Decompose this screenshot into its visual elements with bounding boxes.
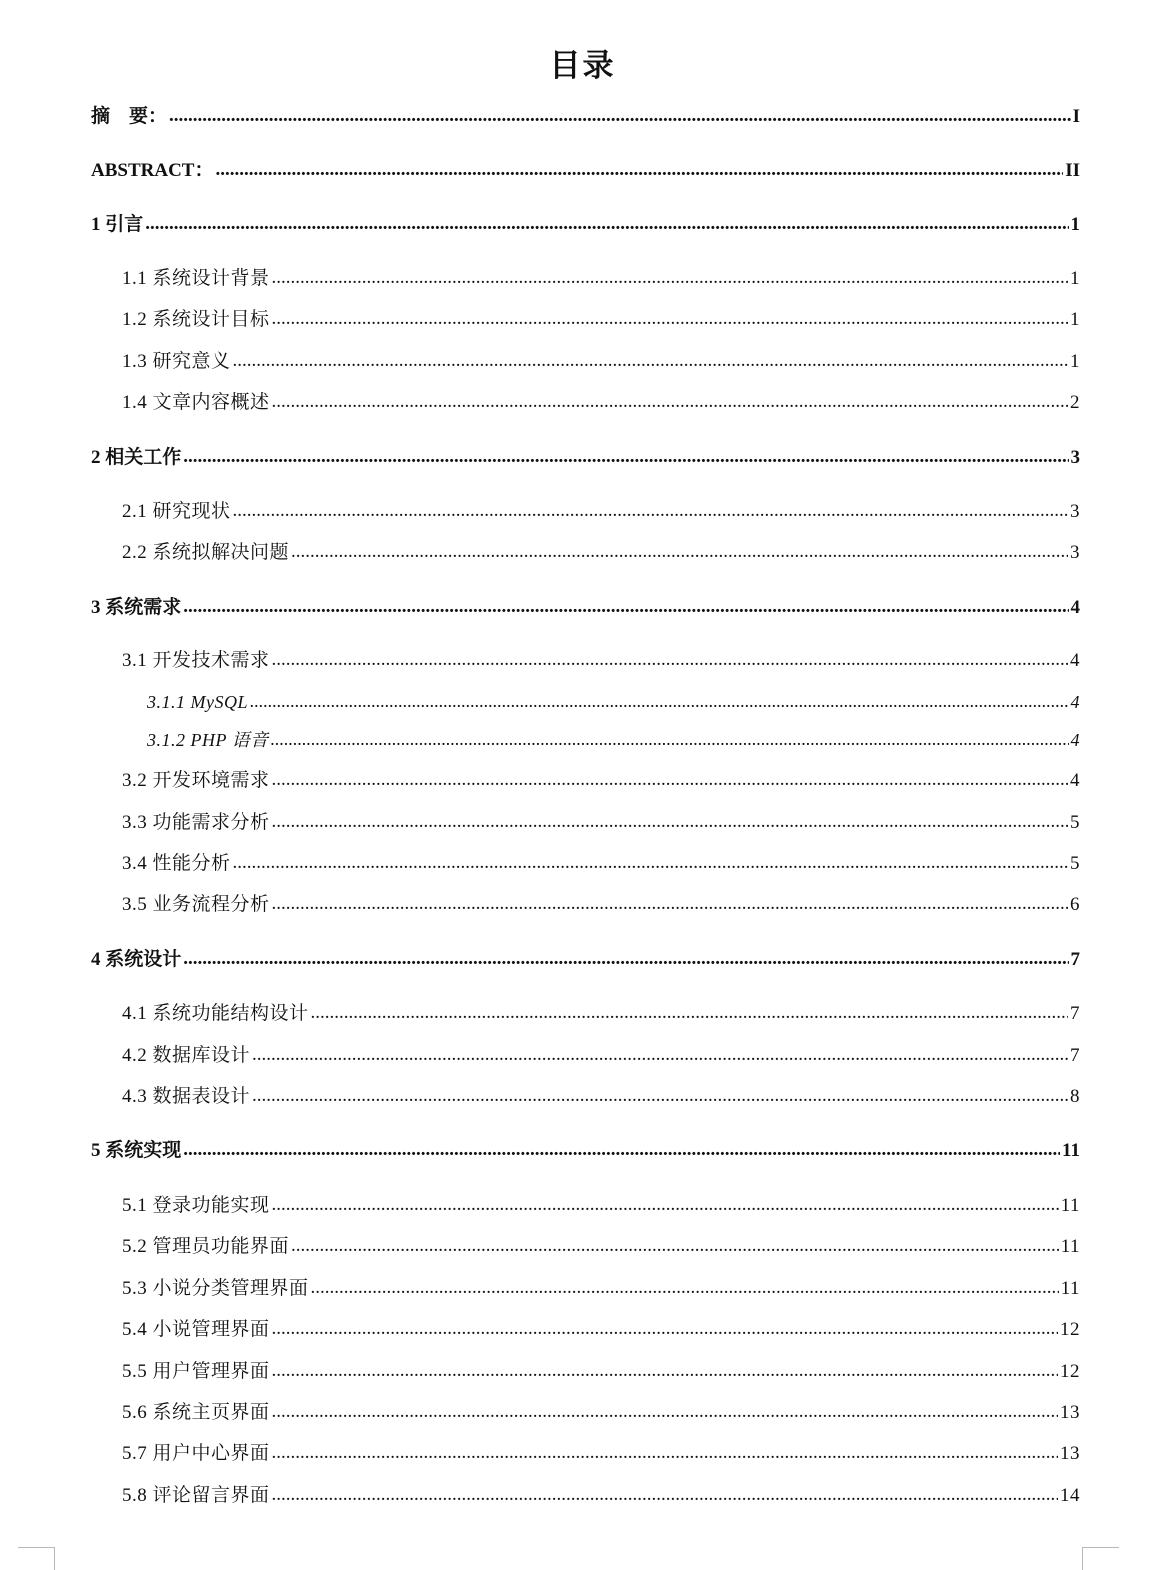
toc-entry-chapter-5[interactable] (91, 1137, 1080, 1165)
toc-entry-page: 7 (1070, 949, 1080, 970)
toc-leader-dots (183, 945, 1068, 973)
toc-leader-dots (272, 1481, 1058, 1509)
toc-entry-page: 14 (1060, 1485, 1080, 1506)
toc-entry-4-3[interactable] (122, 1083, 1080, 1111)
toc-entry-label: 5 系统实现 (91, 1140, 182, 1161)
toc-entry-4-1[interactable] (122, 1000, 1080, 1028)
toc-entry-page: 4 (1070, 650, 1080, 671)
toc-entry-1-3[interactable] (122, 348, 1080, 376)
toc-entry-label: 3.5 业务流程分析 (122, 894, 270, 915)
toc-entry-2-2[interactable] (122, 539, 1080, 567)
toc-leader-dots (250, 687, 1069, 715)
toc-entry-2-1[interactable] (122, 498, 1080, 526)
toc-entry-label: 5.4 小说管理界面 (122, 1319, 270, 1340)
toc-entry-label: 2 相关工作 (91, 447, 182, 468)
toc-leader-dots (272, 1315, 1058, 1343)
toc-leader-dots (145, 210, 1068, 238)
toc-entry-label: 3 系统需求 (91, 597, 182, 618)
toc-leader-dots (272, 1398, 1058, 1426)
toc-leader-dots (272, 1439, 1058, 1467)
toc-entry-label: 3.1 开发技术需求 (122, 650, 270, 671)
toc-entry-page: 11 (1060, 1278, 1080, 1299)
toc-leader-dots (272, 1191, 1059, 1219)
toc-entry-5-5[interactable] (122, 1358, 1080, 1386)
toc-entry-3-4[interactable] (122, 850, 1080, 878)
toc-entry-5-1[interactable] (122, 1192, 1080, 1220)
toc-entry-label: 5.7 用户中心界面 (122, 1443, 270, 1464)
toc-leader-dots (252, 1041, 1068, 1069)
toc-entry-chapter-4[interactable] (91, 946, 1080, 974)
toc-entry-label: 1.4 文章内容概述 (122, 392, 270, 413)
toc-entry-page: 4 (1070, 770, 1080, 791)
toc-entry-page: 5 (1070, 812, 1080, 833)
toc-entry-label: 3.2 开发环境需求 (122, 770, 270, 791)
toc-entry-3-2[interactable] (122, 767, 1080, 795)
toc-entry-page: 8 (1070, 1086, 1080, 1107)
toc-entry-page: 3 (1070, 542, 1080, 563)
toc-leader-dots (169, 102, 1071, 130)
toc-entry-page: 1 (1070, 309, 1080, 330)
toc-entry-page: 13 (1060, 1443, 1080, 1464)
toc-entry-1-2[interactable] (122, 306, 1080, 334)
toc-entry-label: 5.5 用户管理界面 (122, 1361, 270, 1382)
toc-leader-dots (272, 646, 1068, 674)
toc-entry-label: 3.1.1 MySQL (147, 692, 248, 712)
toc-leader-dots (183, 593, 1068, 621)
toc-entry-page: 12 (1060, 1361, 1080, 1382)
toc-entry-page: 7 (1070, 1003, 1080, 1024)
toc-entry-page: 4 (1070, 730, 1080, 750)
toc-leader-dots (272, 1357, 1058, 1385)
toc-entry-label: 2.1 研究现状 (122, 501, 231, 522)
toc-entry-chapter-1[interactable] (91, 211, 1080, 239)
toc-entry-label: 4.2 数据库设计 (122, 1045, 251, 1066)
toc-entry-label: 5.1 登录功能实现 (122, 1195, 270, 1216)
toc-entry-page: 1 (1070, 268, 1080, 289)
toc-entry-label: 4.3 数据表设计 (122, 1086, 251, 1107)
toc-entry-3-1[interactable] (122, 647, 1080, 675)
toc-leader-dots (311, 999, 1068, 1027)
toc-entry-1-1[interactable] (122, 265, 1080, 293)
toc-entry-label: 1.3 研究意义 (122, 351, 231, 372)
toc-entry-label: 1.1 系统设计背景 (122, 268, 270, 289)
toc-leader-dots (272, 305, 1068, 333)
toc-entry-5-4[interactable] (122, 1316, 1080, 1344)
toc-entry-label: 4 系统设计 (91, 949, 182, 970)
toc-entry-label: 3.4 性能分析 (122, 853, 231, 874)
toc-leader-dots (233, 497, 1068, 525)
toc-entry-label: ABSTRACT： (91, 160, 214, 181)
toc-entry-page: 13 (1060, 1402, 1080, 1423)
toc-entry-page: 1 (1070, 351, 1080, 372)
toc-leader-dots (272, 890, 1068, 918)
toc-leader-dots (271, 725, 1069, 753)
toc-entry-label: 1 引言 (91, 214, 144, 235)
toc-leader-dots (311, 1274, 1059, 1302)
toc-entry-chapter-2[interactable] (91, 444, 1080, 472)
toc-entry-page: 4 (1070, 597, 1080, 618)
toc-entry-3-5[interactable] (122, 891, 1080, 919)
toc-entry-label: 5.3 小说分类管理界面 (122, 1278, 309, 1299)
toc-leader-dots (252, 1082, 1068, 1110)
toc-leader-dots (272, 808, 1068, 836)
toc-entry-label: 5.2 管理员功能界面 (122, 1236, 290, 1257)
toc-entry-5-2[interactable] (122, 1233, 1080, 1261)
toc-entry-chapter-3[interactable] (91, 594, 1080, 622)
toc-entry-3-3[interactable] (122, 809, 1080, 837)
toc-entry-page: I (1072, 106, 1080, 127)
toc-leader-dots (233, 347, 1068, 375)
toc-entry-label: 2.2 系统拟解决问题 (122, 542, 290, 563)
toc-entry-abstract-cn[interactable] (91, 103, 1080, 131)
toc-entry-3-1-2[interactable] (147, 726, 1080, 754)
toc-leader-dots (272, 388, 1068, 416)
page-corner-mark-right (1082, 1547, 1119, 1570)
toc-entry-label: 3.3 功能需求分析 (122, 812, 270, 833)
toc-leader-dots (272, 766, 1068, 794)
toc-leader-dots (215, 156, 1063, 184)
toc-entry-page: 2 (1070, 392, 1080, 413)
toc-entry-page: 3 (1070, 501, 1080, 522)
toc-leader-dots (183, 1136, 1060, 1164)
toc-leader-dots (183, 443, 1068, 471)
toc-leader-dots (272, 264, 1068, 292)
page-title: 目录 (549, 48, 616, 83)
toc-entry-5-6[interactable] (122, 1399, 1080, 1427)
toc-entry-label: 3.1.2 PHP 语音 (147, 730, 269, 750)
toc-entry-page: 5 (1070, 853, 1080, 874)
toc-entry-page: 6 (1070, 894, 1080, 915)
toc-entry-5-7[interactable] (122, 1440, 1080, 1468)
toc-entry-page: 11 (1060, 1195, 1080, 1216)
toc-entry-page: 4 (1070, 692, 1080, 712)
toc-entry-label: 5.8 评论留言界面 (122, 1485, 270, 1506)
toc-entry-1-4[interactable] (122, 389, 1080, 417)
toc-entry-page: 1 (1070, 214, 1080, 235)
toc-entry-4-2[interactable] (122, 1042, 1080, 1070)
toc-entry-page: 11 (1060, 1236, 1080, 1257)
toc-entry-label: 4.1 系统功能结构设计 (122, 1003, 309, 1024)
toc-leader-dots (291, 538, 1068, 566)
toc-entry-abstract-en[interactable] (91, 157, 1080, 185)
toc-entry-3-1-1[interactable] (147, 688, 1080, 716)
toc-leader-dots (233, 849, 1068, 877)
page-corner-mark-left (18, 1547, 55, 1570)
toc-entry-page: II (1065, 160, 1080, 181)
toc-entry-5-8[interactable] (122, 1482, 1080, 1510)
toc-entry-label: 1.2 系统设计目标 (122, 309, 270, 330)
toc-entry-page: 3 (1070, 447, 1080, 468)
toc-entry-5-3[interactable] (122, 1275, 1080, 1303)
toc-leader-dots (291, 1232, 1059, 1260)
toc-entry-label: 摘 要： (91, 106, 168, 127)
toc-entry-label: 5.6 系统主页界面 (122, 1402, 270, 1423)
toc-entry-page: 12 (1060, 1319, 1080, 1340)
toc-entry-page: 11 (1062, 1140, 1080, 1161)
toc-entry-page: 7 (1070, 1045, 1080, 1066)
